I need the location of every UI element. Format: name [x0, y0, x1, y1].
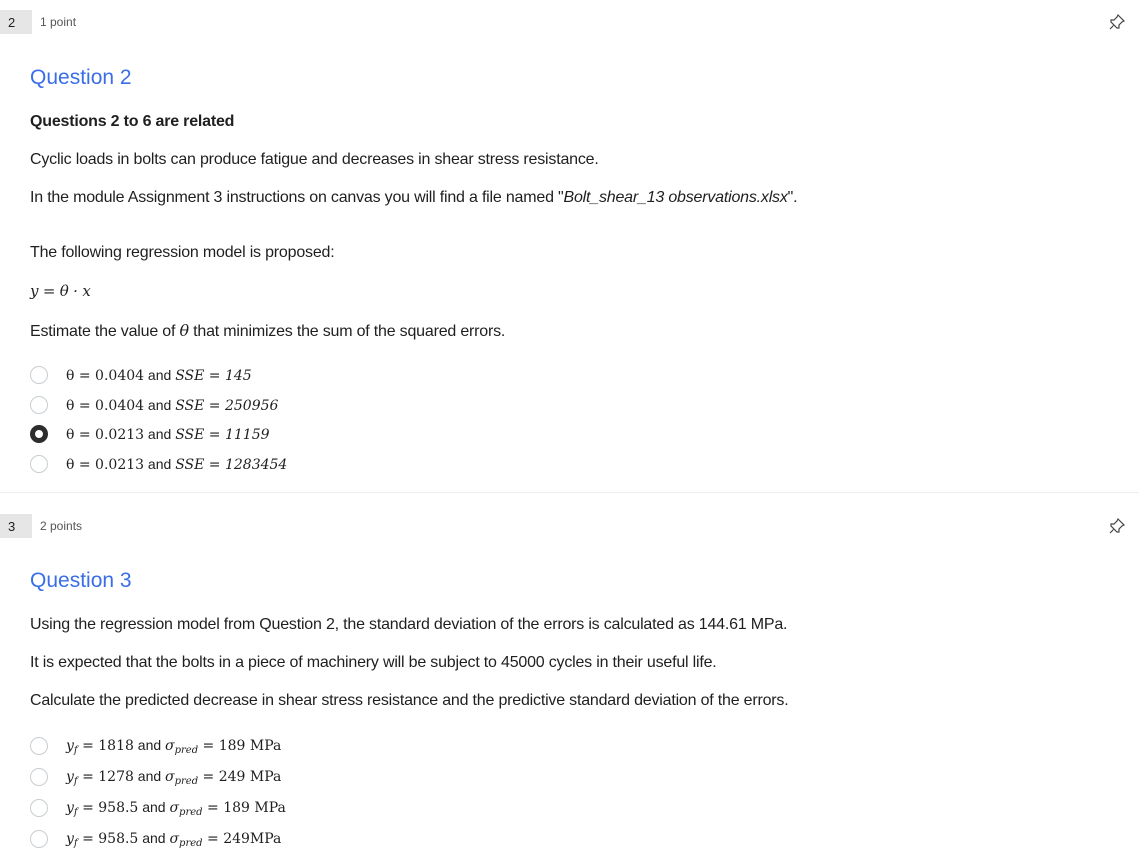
answer-label: θ = 0.0404 and SSE = 145	[66, 366, 252, 384]
question-text: In the module Assignment 3 instructions on canvas you will find a file named "Bolt_shear_13 observations.xlsx".	[30, 189, 798, 206]
radio-button[interactable]	[30, 737, 48, 755]
answer-label: θ = 0.0213 and SSE = 11159	[66, 425, 270, 443]
question-text: Cyclic loads in bolts can produce fatigue and decreases in shear stress resistance.	[30, 151, 599, 168]
question-text: Using the regression model from Question 2, the standard deviation of the errors is calculated as 144.61 MPa.	[30, 616, 788, 633]
radio-button[interactable]	[30, 768, 48, 786]
question-title: Question 2	[30, 66, 132, 89]
radio-button[interactable]	[30, 366, 48, 384]
divider	[0, 492, 1139, 493]
question-intro: Questions 2 to 6 are related	[30, 113, 235, 130]
question-number: 2	[0, 10, 32, 34]
radio-button[interactable]	[30, 425, 48, 443]
radio-button[interactable]	[30, 396, 48, 414]
answer-option[interactable]	[30, 423, 270, 445]
question-number: 3	[0, 514, 32, 538]
radio-button[interactable]	[30, 455, 48, 473]
question-3-block	[0, 504, 1139, 864]
answer-option[interactable]	[30, 453, 287, 475]
question-text: It is expected that the bolts in a piece of machinery will be subject to 45000 cycles in their useful life.	[30, 654, 717, 671]
answer-option[interactable]	[30, 766, 281, 788]
question-title: Question 3	[30, 569, 132, 592]
pin-icon[interactable]	[1108, 517, 1126, 535]
question-text: Calculate the predicted decrease in shear stress resistance and the predictive standard deviation of the errors.	[30, 692, 789, 709]
answer-label: $y_f = 1278$ and $\sigma_{pred} = 249$ MPa	[66, 767, 282, 787]
answer-label: $y_f = 1818$ and $\sigma_{pred} = 189$ MPa	[66, 736, 282, 756]
answer-option[interactable]	[30, 735, 281, 757]
answer-label: θ = 0.0213 and SSE = 1283454	[66, 455, 288, 473]
answer-option[interactable]	[30, 394, 278, 416]
question-text: Estimate the value of θ that minimizes the sum of the squared errors.	[30, 321, 506, 340]
answer-label: θ = 0.0404 and SSE = 250956	[66, 396, 279, 414]
points-label: 1 point	[40, 15, 77, 29]
regression-model: y = θ · x	[30, 282, 91, 300]
radio-button[interactable]	[30, 830, 48, 848]
answer-label: $y_f = 958.5$ and $\sigma_{pred} = 189$ MPa	[66, 798, 286, 818]
radio-button[interactable]	[30, 799, 48, 817]
question-text: The following regression model is proposed:	[30, 244, 335, 261]
file-name: Bolt_shear_13 observations.xlsx	[563, 189, 788, 206]
answer-option[interactable]	[30, 364, 252, 386]
answer-option[interactable]	[30, 797, 286, 819]
answer-option[interactable]	[30, 828, 281, 850]
pin-icon[interactable]	[1108, 13, 1126, 31]
answer-label: $y_f = 958.5$ and $\sigma_{pred} = 249MPa$	[66, 829, 282, 849]
points-label: 2 points	[40, 519, 83, 533]
